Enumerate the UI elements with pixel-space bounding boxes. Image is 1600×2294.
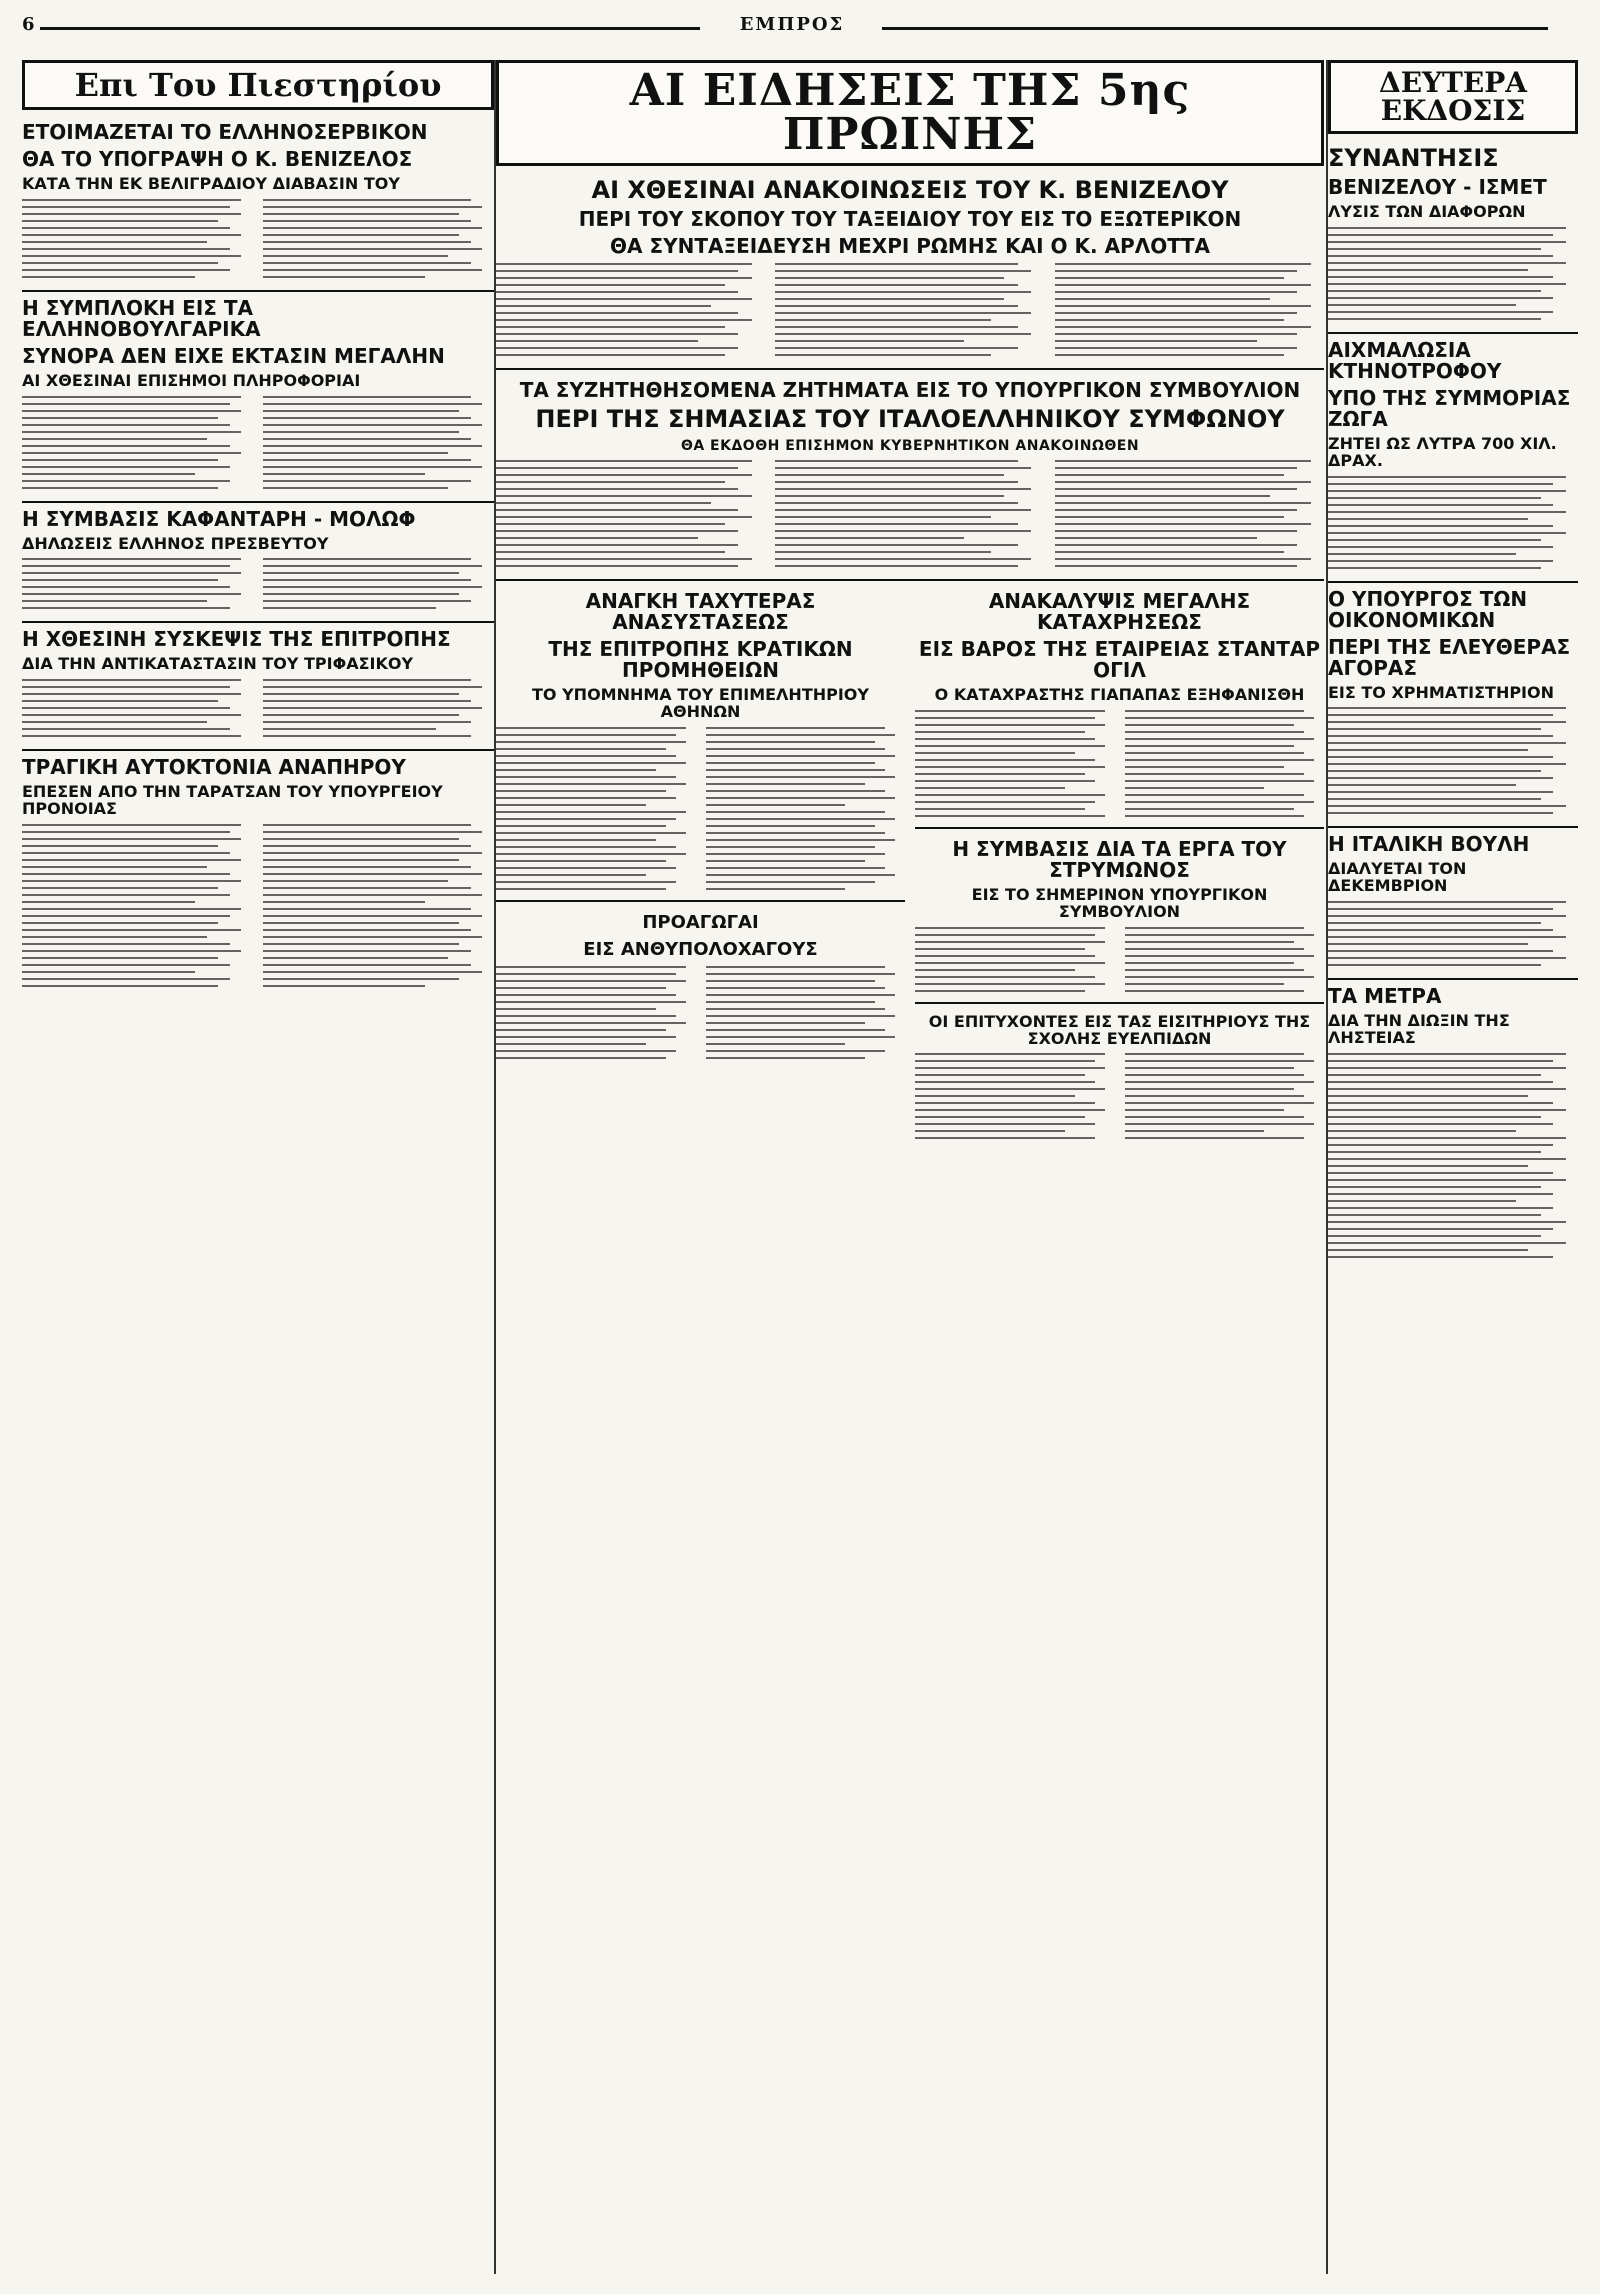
center-lower-left-title-2: ΤΗΣ ΕΠΙΤΡΟΠΗΣ ΚΡΑΤΙΚΩΝ ΠΡΟΜΗΘΕΙΩΝ (548, 637, 853, 683)
center-middle-text (496, 460, 1324, 567)
right-story-3-title-1: Ο ΥΠΟΥΡΓΟΣ ΤΩΝ ΟΙΚΟΝΟΜΙΚΩΝ (1328, 581, 1578, 631)
left-story-4-title-1: Η ΧΘΕΣΙΝΗ ΣΥΣΚΕΨΙΣ ΤΗΣ ΕΠΙΤΡΟΠΗΣ (22, 621, 494, 650)
center-top-title-2: ΠΕΡΙ ΤΟΥ ΣΚΟΠΟΥ ΤΟΥ ΤΑΞΕΙΔΙΟΥ ΤΟΥ ΕΙΣ ΤΟ ΕΞΩΤΕΡΙΚΟΝ (578, 207, 1242, 232)
left-story-1 (22, 122, 494, 278)
center-top-story (496, 178, 1324, 356)
center-lower-right-title-1: ΑΝΑΚΑΛΥΨΙΣ ΜΕΓΑΛΗΣ ΚΑΤΑΧΡΗΣΕΩΣ (988, 589, 1251, 635)
right-story-3-text (1328, 707, 1578, 814)
left-story-2-title-3: ΑΙ ΧΘΕΣΙΝΑΙ ΕΠΙΣΗΜΟΙ ΠΛΗΡΟΦΟΡΙΑΙ (22, 370, 361, 390)
left-story-3-text-col-2 (263, 558, 494, 609)
center-bottom-center-text-col-2 (706, 966, 906, 1059)
center-lower-left-text-col-2 (706, 727, 906, 890)
left-story-2-text (22, 396, 494, 489)
left-story-3-text (22, 558, 494, 609)
left-section-header: Επι Του Πιεστηρίου (22, 60, 494, 110)
right-story-3-title-3: ΕΙΣ ΤΟ ΧΡΗΜΑΤΙΣΤΗΡΙΟΝ (1328, 682, 1554, 702)
left-story-5-text-col-2 (263, 824, 494, 987)
left-story-2-text-col-2 (263, 396, 494, 489)
center-top-title-1: ΑΙ ΧΘΕΣΙΝΑΙ ΑΝΑΚΟΙΝΩΣΕΙΣ ΤΟΥ Κ. ΒΕΝΙΖΕΛΟΥ (591, 176, 1229, 204)
right-story-2-title-1: ΑΙΧΜΑΛΩΣΙΑ ΚΤΗΝΟΤΡΟΦΟΥ (1328, 332, 1578, 382)
center-bottom-center-text (496, 966, 905, 1059)
center-column (494, 60, 1324, 2274)
right-column (1326, 60, 1578, 2274)
center-bottom-center-text-col-1 (496, 966, 696, 1059)
center-lower-stories (496, 591, 1324, 1151)
right-story-3-title-2: ΠΕΡΙ ΤΗΣ ΕΛΕΥΘΕΡΑΣ ΑΓΟΡΑΣ (1328, 634, 1571, 680)
center-lower-right-title-4: Η ΣΥΜΒΑΣΙΣ ΔΙΑ ΤΑ ΕΡΓΑ ΤΟΥ ΣΤΡΥΜΩΝΟΣ (952, 837, 1287, 883)
right-story-2-text (1328, 476, 1578, 569)
right-story-4-title-2: ΔΙΑΛΥΕΤΑΙ ΤΟΝ ΔΕΚΕΜΒΡΙΟΝ (1328, 859, 1467, 896)
center-lower-right-text-col-2 (1125, 710, 1325, 817)
center-top-text-col-1 (496, 263, 765, 356)
center-rule-5 (915, 1002, 1324, 1004)
center-middle-story (496, 380, 1324, 567)
right-story-2 (1328, 332, 1578, 569)
center-lower-right-text-2-col-2 (1125, 927, 1325, 992)
center-bottom-right-title: ΟΙ ΕΠΙΤΥΧΟΝΤΕΣ ΕΙΣ ΤΑΣ ΕΙΣΙΤΗΡΙΟΥΣ ΤΗΣ ΣΧΟΛΗΣ ΕΥΕΛΠΙΔΩΝ (928, 1011, 1311, 1048)
left-story-2-title-2: ΣΥΝΟΡΑ ΔΕΝ ΕΙΧΕ ΕΚΤΑΣΙΝ ΜΕΓΑΛΗΝ (22, 343, 445, 368)
left-story-3 (22, 501, 494, 610)
center-lower-left-text-col-1 (496, 727, 696, 890)
left-story-4-text-col-2 (263, 679, 494, 737)
center-rule-1 (496, 368, 1324, 370)
center-top-text-col-3 (1055, 263, 1324, 356)
masthead: ΕΜΠΡΟΣ (739, 14, 845, 35)
center-bottom-center-title-1: ΠΡΟΑΓΩΓΑΙ (642, 911, 759, 933)
center-middle-text-col-3 (1055, 460, 1324, 567)
left-story-5-title-1: ΤΡΑΓΙΚΗ ΑΥΤΟΚΤΟΝΙΑ ΑΝΑΠΗΡΟΥ (22, 749, 494, 778)
center-middle-title-3: ΘΑ ΕΚΔΟΘΗ ΕΠΙΣΗΜΟΝ ΚΥΒΕΡΝΗΤΙΚΟΝ ΑΝΑΚΟΙΝΩΘΕΝ (680, 438, 1140, 455)
left-story-2 (22, 290, 494, 489)
right-story-3 (1328, 581, 1578, 815)
center-top-text-col-2 (775, 263, 1044, 356)
left-story-2-title-1: Η ΣΥΜΠΛΟΚΗ ΕΙΣ ΤΑ ΕΛΛΗΝΟΒΟΥΛΓΑΡΙΚΑ (22, 290, 494, 340)
center-bottom-right-text (915, 1053, 1324, 1139)
left-story-1-title-3: ΚΑΤΑ ΤΗΝ ΕΚ ΒΕΛΙΓΡΑΔΙΟΥ ΔΙΑΒΑΣΙΝ ΤΟΥ (22, 174, 400, 193)
right-story-1-title-3: ΛΥΣΙΣ ΤΩΝ ΔΙΑΦΟΡΩΝ (1328, 202, 1526, 222)
page-header (22, 14, 1578, 56)
center-rule-2 (496, 579, 1324, 581)
left-story-1-text (22, 199, 494, 278)
center-lower-right-text-col-1 (915, 710, 1115, 817)
center-bottom-center-title-2: ΕΙΣ ΑΝΘΥΠΟΛΟΧΑΓΟΥΣ (583, 938, 818, 960)
left-story-1-title-2: ΘΑ ΤΟ ΥΠΟΓΡΑΨΗ Ο Κ. ΒΕΝΙΖΕΛΟΣ (22, 147, 413, 171)
center-lower-left-text (496, 727, 905, 890)
header-rule-right (882, 27, 1548, 30)
right-story-2-title-2: ΥΠΟ ΤΗΣ ΣΥΜΜΟΡΙΑΣ ΖΩΓΑ (1328, 385, 1571, 431)
center-top-title-3: ΘΑ ΣΥΝΤΑΞΕΙΔΕΥΣΗ ΜΕΧΡΙ ΡΩΜΗΣ ΚΑΙ Ο Κ. ΑΡΛΟΤΤΑ (610, 234, 1210, 259)
center-top-text (496, 263, 1324, 356)
right-story-1-text (1328, 227, 1578, 320)
center-lower-right-story (915, 591, 1324, 1139)
center-middle-title-2: ΠΕΡΙ ΤΗΣ ΣΗΜΑΣΙΑΣ ΤΟΥ ΙΤΑΛΟΕΛΛΗΝΙΚΟΥ ΣΥΜΦΩΝΟΥ (535, 405, 1285, 434)
left-story-1-text-col-2 (263, 199, 494, 278)
center-middle-title-1: ΤΑ ΣΥΖΗΤΗΘΗΣΟΜΕΝΑ ΖΗΤΗΜΑΤΑ ΕΙΣ ΤΟ ΥΠΟΥΡΓΙΚΟΝ ΣΥΜΒΟΥΛΙΟΝ (519, 378, 1301, 403)
left-story-3-title-1: Η ΣΥΜΒΑΣΙΣ ΚΑΦΑΝΤΑΡΗ - ΜΟΛΩΦ (22, 501, 494, 530)
center-lower-right-text-2 (915, 927, 1324, 992)
center-bottom-right-text-col-1 (915, 1053, 1115, 1139)
center-lower-left-title-3: ΤΟ ΥΠΟΜΝΗΜΑ ΤΟΥ ΕΠΙΜΕΛΗΤΗΡΙΟΥ ΑΘΗΝΩΝ (532, 685, 869, 722)
left-column (22, 60, 494, 2274)
left-story-5 (22, 749, 494, 987)
center-bottom-right-text-col-2 (1125, 1053, 1325, 1139)
right-story-5 (1328, 978, 1578, 1258)
right-story-5-text (1328, 1053, 1578, 1258)
center-lower-left-story (496, 591, 905, 1139)
center-rule-3 (496, 900, 905, 902)
right-story-4-title-1: Η ΙΤΑΛΙΚΗ ΒΟΥΛΗ (1328, 826, 1578, 855)
center-lower-right-text-2-col-1 (915, 927, 1115, 992)
center-middle-text-col-2 (775, 460, 1044, 567)
right-section-header: ΔΕΥΤΕΡΑ ΕΚΔΟΣΙΣ (1328, 60, 1578, 134)
left-story-1-title-1: ΕΤΟΙΜΑΖΕΤΑΙ ΤΟ ΕΛΛΗΝΟΣΕΡΒΙΚΟΝ (22, 120, 428, 144)
right-story-1-title-2: ΒΕΝΙΖΕΛΟΥ - ΙΣΜΕΤ (1328, 175, 1547, 200)
center-lower-right-text (915, 710, 1324, 817)
center-section-header: ΑΙ ΕΙΔΗΣΕΙΣ ΤΗΣ 5ης ΠΡΩΙΝΗΣ (496, 60, 1324, 166)
center-lower-right-title-3: Ο ΚΑΤΑΧΡΑΣΤΗΣ ΓΙΑΠΑΠΑΣ ΕΞΗΦΑΝΙΣΘΗ (934, 685, 1305, 705)
header-rule-left (40, 27, 700, 30)
left-story-5-text-col-1 (22, 824, 253, 987)
left-story-4-text (22, 679, 494, 737)
left-story-4 (22, 621, 494, 737)
right-story-1 (1328, 146, 1578, 320)
right-story-1-title-1: ΣΥΝΑΝΤΗΣΙΣ (1328, 144, 1499, 172)
left-story-4-title-2: ΔΙΑ ΤΗΝ ΑΝΤΙΚΑΤΑΣΤΑΣΙΝ ΤΟΥ ΤΡΙΦΑΣΙΚΟΥ (22, 654, 414, 674)
left-story-3-text-col-1 (22, 558, 253, 609)
right-story-4-text (1328, 901, 1578, 966)
center-middle-text-col-1 (496, 460, 765, 567)
center-rule-4 (915, 827, 1324, 829)
right-story-5-title-2: ΔΙΑ ΤΗΝ ΔΙΩΞΙΝ ΤΗΣ ΛΗΣΤΕΙΑΣ (1328, 1010, 1510, 1047)
center-lower-left-title-1: ΑΝΑΓΚΗ ΤΑΧΥΤΕΡΑΣ ΑΝΑΣΥΣΤΑΣΕΩΣ (585, 589, 816, 635)
center-lower-right-title-2: ΕΙΣ ΒΑΡΟΣ ΤΗΣ ΕΤΑΙΡΕΙΑΣ ΣΤΑΝΤΑΡ ΟΓΙΛ (918, 637, 1321, 683)
right-story-5-title-1: ΤΑ ΜΕΤΡΑ (1328, 978, 1578, 1007)
center-lower-right-title-5: ΕΙΣ ΤΟ ΣΗΜΕΡΙΝΟΝ ΥΠΟΥΡΓΙΚΟΝ ΣΥΜΒΟΥΛΙΟΝ (971, 885, 1268, 921)
center-bottom-center-story (496, 912, 905, 1059)
left-story-2-text-col-1 (22, 396, 253, 489)
left-story-3-title-2: ΔΗΛΩΣΕΙΣ ΕΛΛΗΝΟΣ ΠΡΕΣΒΕΥΤΟΥ (22, 533, 329, 553)
left-story-5-text (22, 824, 494, 987)
left-story-4-text-col-1 (22, 679, 253, 737)
right-story-2-title-3: ΖΗΤΕΙ ΩΣ ΛΥΤΡΑ 700 ΧΙΛ. ΔΡΑΧ. (1328, 433, 1557, 470)
right-story-4 (1328, 826, 1578, 966)
left-story-1-text-col-1 (22, 199, 253, 278)
left-story-5-title-2: ΕΠΕΣΕΝ ΑΠΟ ΤΗΝ ΤΑΡΑΤΣΑΝ ΤΟΥ ΥΠΟΥΡΓΕΙΟΥ ΠΡΟΝΟΙΑΣ (22, 782, 443, 818)
page-number: 6 (22, 14, 35, 35)
